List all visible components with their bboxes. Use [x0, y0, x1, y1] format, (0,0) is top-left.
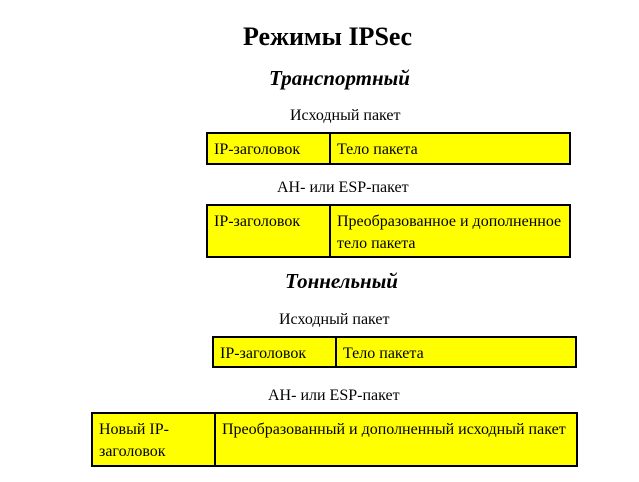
- tunnel-original-packet: [212, 336, 577, 368]
- new-ip-header-cell: Новый IP-заголовок: [93, 414, 214, 465]
- packet-body-cell: Тело пакета: [329, 134, 569, 163]
- page-title: Режимы IPSec: [243, 22, 412, 51]
- tunnel-original-caption: Исходный пакет: [279, 311, 390, 328]
- packet-body-cell: Тело пакета: [335, 338, 575, 366]
- ip-header-cell: IP-заголовок: [214, 338, 335, 366]
- transformed-packet-cell: Преобразованный и дополненный исходный пакет: [214, 414, 576, 465]
- tunnel-protected-caption: AH- или ESP-пакет: [268, 387, 400, 404]
- transport-original-caption: Исходный пакет: [290, 107, 401, 124]
- transport-mode-heading: Транспортный: [269, 66, 410, 90]
- ip-header-cell: IP-заголовок: [208, 206, 329, 256]
- transport-original-packet: [206, 132, 571, 165]
- ip-header-cell: IP-заголовок: [208, 134, 329, 163]
- tunnel-protected-packet: [91, 412, 578, 467]
- transformed-body-cell: Преобразованное и дополненное тело пакета: [329, 206, 569, 256]
- transport-protected-caption: AH- или ESP-пакет: [277, 179, 409, 196]
- tunnel-mode-heading: Тоннельный: [285, 269, 398, 293]
- transport-protected-packet: [206, 204, 571, 258]
